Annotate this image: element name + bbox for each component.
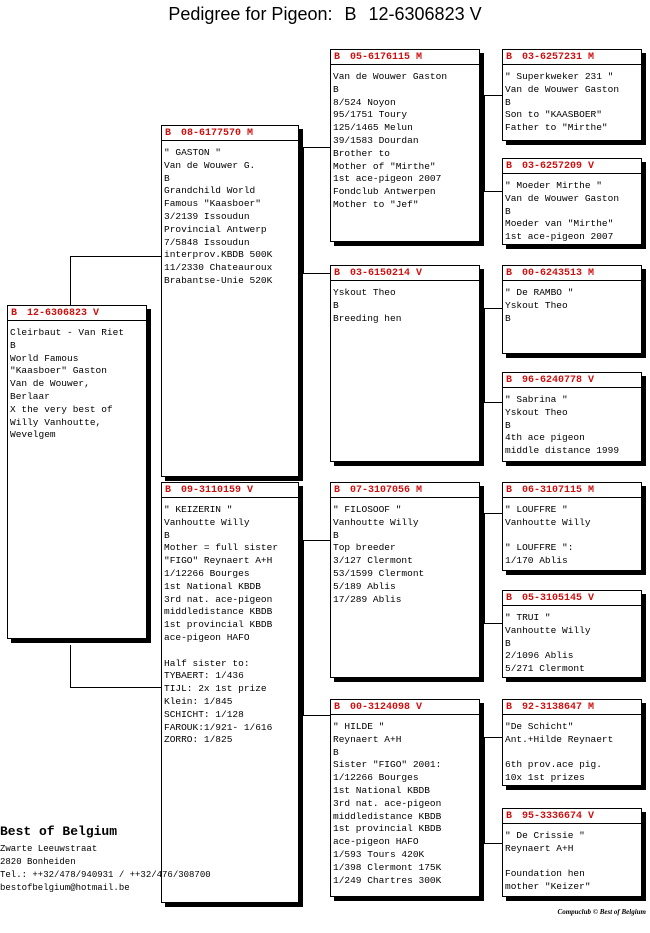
- connector-line: [484, 623, 503, 624]
- connector-line: [70, 256, 162, 257]
- pigeon-card-dss[interactable]: [502, 482, 642, 571]
- pigeon-card-sire[interactable]: [161, 125, 299, 477]
- sex-label: B: [506, 161, 513, 172]
- page-title: [0, 4, 650, 25]
- pigeon-card-dam-sire[interactable]: [330, 482, 480, 678]
- pigeon-card-sss[interactable]: [502, 49, 642, 141]
- card-header: [503, 700, 641, 715]
- connector-line: [484, 513, 485, 623]
- address-city: 2820 Bonheiden: [0, 857, 76, 867]
- connector-line: [484, 737, 485, 843]
- connector-line: [70, 645, 71, 687]
- sex-label: B: [165, 128, 172, 139]
- card-body: " KEIZERIN " Vanhoutte Willy B Mother = full sister "FIGO" Reynaert A+H 1/12266 Bourges 1st National KBDB 3rd nat. ace-pigeon middledistance KBDB 1st provincial KBDB ace-pigeon HAFO Half sister to: TYBAERT: 1/436 TIJL: 2x 1st prize Klein: 1/845 SCHICHT: 1/128 FAROUK:1/921- 1/616 ZORRO: 1/825: [164, 504, 279, 746]
- sex-label: B: [506, 702, 513, 713]
- card-header: [331, 266, 479, 281]
- card-header: [331, 50, 479, 65]
- card-header: [162, 483, 298, 498]
- card-header: [503, 809, 641, 824]
- card-body: " Superkweker 231 " Van de Wouwer Gaston B Son to "KAASBOER" Father to "Mirthe": [505, 71, 620, 134]
- pigeon-card-dsd[interactable]: [502, 590, 642, 678]
- pigeon-card-ssd[interactable]: [502, 158, 642, 245]
- card-header: [162, 126, 298, 141]
- address-street: Zwarte Leeuwstraat: [0, 844, 98, 854]
- ring-number: 05-6176115 M: [350, 52, 423, 63]
- ring-number: 06-3107115 M: [522, 485, 595, 496]
- pigeon-card-dam-dam[interactable]: [330, 699, 480, 897]
- title-sex: B: [344, 4, 357, 24]
- sex-label: B: [506, 52, 513, 63]
- card-body: "De Schicht" Ant.+Hilde Reynaert 6th prov.ace pig. 10x 1st prizes: [505, 721, 614, 784]
- brand-name: Best of Belgium: [0, 824, 118, 839]
- pigeon-card-subject[interactable]: [7, 305, 147, 639]
- email-address[interactable]: bestofbelgium@hotmail.be: [0, 883, 130, 893]
- phone-numbers: Tel.: ++32/478/940931 / ++32/476/308700: [0, 870, 211, 880]
- card-header: [503, 266, 641, 281]
- sex-label: B: [334, 702, 341, 713]
- connector-line: [303, 540, 331, 541]
- ring-number: 00-3124098 V: [350, 702, 423, 713]
- ring-number: 92-3138647 M: [522, 702, 595, 713]
- sex-label: B: [506, 485, 513, 496]
- connector-line: [484, 308, 503, 309]
- card-header: [331, 700, 479, 715]
- sex-label: B: [334, 52, 341, 63]
- card-header: [503, 159, 641, 174]
- card-body: Yskout Theo B Breeding hen: [333, 287, 402, 324]
- card-body: Van de Wouwer Gaston B 8/524 Noyon 95/1751 Toury 125/1465 Melun 39/1583 Dourdan Brother to Mother of "Mirthe" 1st ace-pigeon 2007 Fondclub Antwerpen Mother to "Jef": [333, 71, 448, 210]
- pigeon-card-dds[interactable]: [502, 699, 642, 786]
- card-body: " LOUFFRE " Vanhoutte Willy " LOUFFRE ": 1/170 Ablis: [505, 504, 591, 567]
- card-header: [503, 483, 641, 498]
- pigeon-card-sire-dam[interactable]: [330, 265, 480, 462]
- pigeon-card-sdd[interactable]: [502, 372, 642, 462]
- card-body: " Moeder Mirthe " Van de Wouwer Gaston B Moeder van "Mirthe" 1st ace-pigeon 2007: [505, 180, 620, 243]
- ring-number: 05-3105145 V: [522, 593, 595, 604]
- title-ring: 12-6306823 V: [368, 4, 482, 24]
- card-body: " De Crissie " Reynaert A+H Foundation hen mother "Keizer": [505, 830, 591, 893]
- card-body: Cleirbaut - Van Riet B World Famous "Kaasboer" Gaston Van de Wouwer, Berlaar X the very best of Willy Vanhoutte, Wevelgem: [10, 327, 125, 441]
- ring-number: 03-6257209 V: [522, 161, 595, 172]
- card-header: [503, 373, 641, 388]
- card-header: [503, 50, 641, 65]
- ring-number: 95-3336674 V: [522, 811, 595, 822]
- pigeon-card-ddd[interactable]: [502, 808, 642, 897]
- sex-label: B: [506, 593, 513, 604]
- connector-line: [484, 737, 503, 738]
- ring-number: 00-6243513 M: [522, 268, 595, 279]
- sex-label: B: [506, 375, 513, 386]
- connector-line: [484, 95, 485, 191]
- ring-number: 12-6306823 V: [27, 308, 100, 319]
- ring-number: 96-6240778 V: [522, 375, 595, 386]
- pigeon-card-sds[interactable]: [502, 265, 642, 354]
- connector-line: [484, 191, 503, 192]
- connector-line: [484, 308, 485, 402]
- connector-line: [484, 843, 503, 844]
- card-header: [331, 483, 479, 498]
- connector-line: [70, 687, 162, 688]
- sex-label: B: [334, 485, 341, 496]
- connector-line: [303, 147, 331, 148]
- connector-line: [303, 273, 331, 274]
- card-body: " Sabrina " Yskout Theo B 4th ace pigeon middle distance 1999: [505, 394, 620, 457]
- ring-number: 09-3110159 V: [181, 485, 254, 496]
- card-body: " De RAMBO " Yskout Theo B: [505, 287, 574, 324]
- ring-number: 03-6257231 M: [522, 52, 595, 63]
- card-header: [8, 306, 146, 321]
- pigeon-card-sire-sire[interactable]: [330, 49, 480, 242]
- sex-label: B: [334, 268, 341, 279]
- connector-line: [303, 540, 304, 715]
- connector-line: [484, 402, 503, 403]
- connector-line: [303, 715, 331, 716]
- card-body: " HILDE " Reynaert A+H B Sister "FIGO" 2001: 1/12266 Bourges 1st National KBDB 3rd nat. ace-pigeon middledistance KBDB 1st provincial KBDB ace-pigeon HAFO 1/593 Tours 420K 1/398 Clermont 175K 1/249 Chartres 300K: [333, 721, 442, 886]
- card-body: " TRUI " Vanhoutte Willy B 2/1096 Ablis 5/271 Clermont: [505, 612, 591, 675]
- sex-label: B: [165, 485, 172, 496]
- card-body: " GASTON " Van de Wouwer G. B Grandchild World Famous "Kaasboer" 3/2139 Issoudun Provincial Antwerp 7/5848 Issoudun interprov.KBDB 500K 11/2330 Chateauroux Brabantse-Unie 520K: [164, 147, 273, 286]
- footer-contact: [0, 824, 211, 895]
- card-header: [503, 591, 641, 606]
- sex-label: B: [506, 811, 513, 822]
- card-body: " FILOSOOF " Vanhoutte Willy B Top breeder 3/127 Clermont 53/1599 Clermont 5/189 Ablis 17/289 Ablis: [333, 504, 425, 605]
- ring-number: 03-6150214 V: [350, 268, 423, 279]
- connector-line: [70, 256, 71, 306]
- connector-line: [303, 147, 304, 273]
- credit-text: Compuclub © Best of Belgium: [557, 908, 646, 916]
- sex-label: B: [11, 308, 18, 319]
- connector-line: [484, 95, 503, 96]
- connector-line: [484, 513, 503, 514]
- ring-number: 08-6177570 M: [181, 128, 254, 139]
- sex-label: B: [506, 268, 513, 279]
- title-label: Pedigree for Pigeon:: [168, 4, 333, 24]
- ring-number: 07-3107056 M: [350, 485, 423, 496]
